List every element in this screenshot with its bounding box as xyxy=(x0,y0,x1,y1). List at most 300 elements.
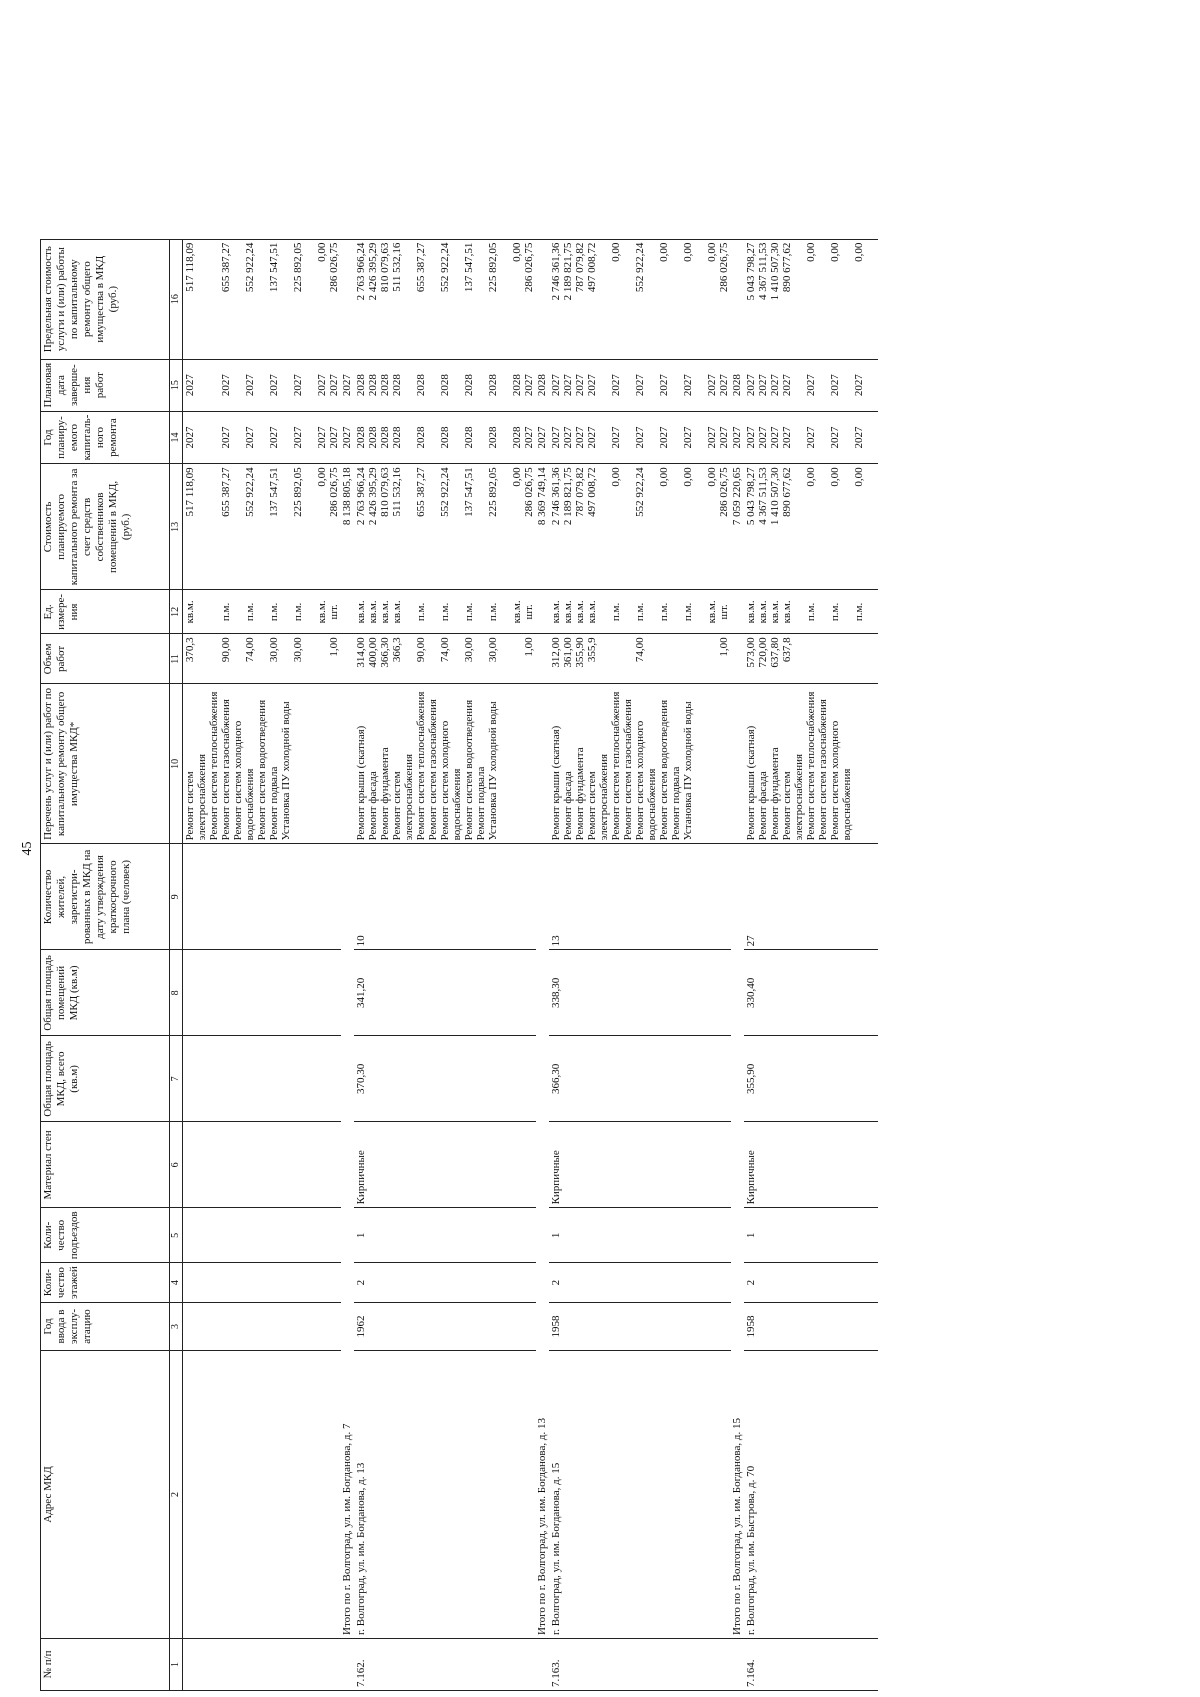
work-repair-year: 2027 xyxy=(718,426,730,449)
col-work-item xyxy=(183,684,342,844)
work-item: Ремонт систем холодного водоснабжения xyxy=(829,720,853,841)
work-repair-year: 2028 xyxy=(379,426,391,449)
house-row xyxy=(549,239,731,1690)
work-item: Ремонт систем электроснабжения xyxy=(184,753,208,841)
empty-cell xyxy=(536,1639,549,1691)
work-completion-date: 2027 xyxy=(805,374,817,397)
col-number: 10 xyxy=(170,684,183,844)
work-cost: 5 043 798,27 xyxy=(745,467,757,526)
house-area-total: 370,30 xyxy=(354,1036,536,1122)
work-unit: кв.м. xyxy=(757,600,769,624)
work-volume xyxy=(682,637,706,680)
empty-cell xyxy=(341,684,354,844)
work-cost: 810 079,63 xyxy=(379,467,391,517)
work-cost: 655 387,27 xyxy=(220,467,232,517)
work-limit-cost: 890 677,62 xyxy=(781,242,793,293)
work-limit-cost: 0,00 xyxy=(829,242,841,262)
work-cost: 0,00 xyxy=(316,467,328,487)
work-limit-cost: 0,00 xyxy=(853,242,865,262)
work-cost: 0,00 xyxy=(805,467,817,487)
work-limit-cost: 655 387,27 xyxy=(415,242,427,293)
house-residents: 10 xyxy=(354,844,536,950)
work-item: Ремонт систем холодного водоснабжения xyxy=(634,720,658,841)
work-unit: п.м. xyxy=(220,602,232,622)
work-item: Ремонт систем газоснабжения xyxy=(817,699,829,841)
work-repair-year: 2027 xyxy=(757,426,769,449)
work-completion-date: 2027 xyxy=(220,374,232,397)
work-volume: 637,8 xyxy=(781,637,793,663)
work-repair-year: 2027 xyxy=(610,426,622,449)
work-completion-date: 2027 xyxy=(829,374,841,397)
work-unit: шт. xyxy=(718,604,730,620)
total-repair-year: 2027 xyxy=(536,411,549,464)
work-volume: 314,00 xyxy=(355,637,367,668)
col-header-address: Адрес МКД xyxy=(41,1351,170,1639)
work-cost: 890 677,62 xyxy=(781,467,793,517)
total-label: Итого по г. Волгоград, ул. им. Богданова, д. 7 xyxy=(341,844,354,1639)
work-repair-year: 2027 xyxy=(634,426,646,449)
work-item: Ремонт систем водоотведения xyxy=(463,699,475,841)
work-repair-year: 2027 xyxy=(184,426,196,449)
work-completion-date: 2027 xyxy=(745,374,757,397)
work-limit-cost: 2 189 821,75 xyxy=(562,242,574,301)
work-limit-cost: 225 892,05 xyxy=(292,242,304,293)
work-unit: п.м. xyxy=(634,602,646,622)
work-repair-year: 2027 xyxy=(523,426,535,449)
work-volume: 30,00 xyxy=(463,637,475,663)
col-work-item xyxy=(549,684,731,844)
total-repair-year: 2027 xyxy=(341,411,354,464)
house-area-premises: 341,20 xyxy=(354,950,536,1036)
col-work-item xyxy=(744,684,878,844)
work-volume: 355,90 xyxy=(574,637,586,668)
work-item: Ремонт систем электроснабжения xyxy=(586,753,610,841)
work-unit: п.м. xyxy=(610,602,622,622)
work-volume: 74,00 xyxy=(439,637,451,663)
total-repair-year: 2027 xyxy=(731,411,744,464)
col-number: 16 xyxy=(170,239,183,359)
work-item: Ремонт крыши (скатная) xyxy=(550,725,562,841)
work-item: Ремонт систем холодного водоснабжения xyxy=(232,720,256,841)
work-volume: 1,00 xyxy=(523,637,535,657)
work-repair-year: 2027 xyxy=(268,426,280,449)
work-item: Ремонт фасада xyxy=(562,771,574,841)
empty-cell xyxy=(183,1208,342,1263)
work-limit-cost: 655 387,27 xyxy=(220,242,232,293)
house-row xyxy=(744,239,878,1690)
empty-cell xyxy=(536,590,549,634)
work-completion-date: 2028 xyxy=(487,374,499,397)
col-work-cost xyxy=(744,464,878,590)
empty-cell xyxy=(341,239,354,359)
col-header-floors: Коли-чество этажей xyxy=(41,1263,170,1303)
empty-cell xyxy=(183,1036,342,1122)
empty-cell xyxy=(731,239,744,359)
work-completion-date: 2027 xyxy=(769,374,781,397)
work-completion-date: 2028 xyxy=(391,374,403,397)
work-item: Ремонт фундамента xyxy=(379,747,391,841)
work-volume xyxy=(610,637,634,680)
work-item: Ремонт фасада xyxy=(757,771,769,841)
work-completion-date: 2027 xyxy=(316,374,328,397)
work-completion-date: 2028 xyxy=(511,374,523,397)
work-item: Ремонт фасада xyxy=(367,771,379,841)
house-number: 7.164. xyxy=(744,1639,878,1691)
work-limit-cost: 0,00 xyxy=(316,242,328,262)
empty-cell xyxy=(341,1639,354,1691)
work-cost xyxy=(196,467,220,586)
work-unit: шт. xyxy=(523,604,535,620)
col-number: 12 xyxy=(170,590,183,634)
empty-cell xyxy=(341,634,354,684)
col-work-limit-cost xyxy=(549,239,731,359)
house-number: 7.163. xyxy=(549,1639,731,1691)
work-repair-year: 2027 xyxy=(316,426,328,449)
work-volume: 366,3 xyxy=(391,637,403,663)
work-item: Ремонт систем теплоснабжения xyxy=(415,691,427,841)
house-walls: Кирпичные xyxy=(549,1122,731,1208)
work-limit-cost: 552 922,24 xyxy=(439,242,451,293)
col-number: 15 xyxy=(170,359,183,411)
work-item: Ремонт подвала xyxy=(475,766,487,841)
work-completion-date xyxy=(196,363,220,408)
work-cost: 517 118,09 xyxy=(184,467,196,517)
col-header-limit-cost: Предельная стоимость услуги и (или) работы по капитальному ремонту общего имущества в МКД (руб.) xyxy=(41,239,170,359)
work-item: Ремонт систем теплоснабжения xyxy=(805,691,817,841)
capital-repair-table xyxy=(40,239,878,1691)
work-repair-year: 2027 xyxy=(550,426,562,449)
work-repair-year: 2027 xyxy=(292,426,304,449)
col-number: 11 xyxy=(170,634,183,684)
work-limit-cost: 0,00 xyxy=(706,242,718,262)
work-limit-cost: 2 426 395,29 xyxy=(367,242,379,301)
work-limit-cost: 2 763 966,24 xyxy=(355,242,367,301)
work-unit: кв.м. xyxy=(184,600,196,624)
work-completion-date: 2027 xyxy=(562,374,574,397)
house-year: 1962 xyxy=(354,1303,536,1351)
work-limit-cost: 0,00 xyxy=(682,242,694,262)
work-repair-year: 2027 xyxy=(853,426,865,449)
work-cost: 137 547,51 xyxy=(463,467,475,517)
empty-cell xyxy=(183,1263,342,1303)
total-completion-date: 2028 xyxy=(536,359,549,411)
work-unit: п.м. xyxy=(463,602,475,622)
work-volume: 400,00 xyxy=(367,637,379,668)
work-cost: 286 026,75 xyxy=(328,467,340,517)
col-number: 13 xyxy=(170,464,183,590)
work-limit-cost: 787 079,82 xyxy=(574,242,586,293)
work-cost: 2 746 361,36 xyxy=(550,467,562,526)
work-limit-cost: 552 922,24 xyxy=(634,242,646,293)
work-repair-year: 2028 xyxy=(391,426,403,449)
work-limit-cost: 517 118,09 xyxy=(184,242,196,292)
work-limit-cost: 552 922,24 xyxy=(244,242,256,293)
col-work-volume xyxy=(183,634,342,684)
work-volume: 573,00 xyxy=(745,637,757,668)
work-limit-cost: 0,00 xyxy=(511,242,523,262)
total-completion-date: 2028 xyxy=(731,359,744,411)
continuation-row xyxy=(183,239,342,1690)
empty-cell xyxy=(731,590,744,634)
work-unit: кв.м. xyxy=(316,600,328,624)
col-number: 14 xyxy=(170,411,183,464)
col-header-num: № п/п xyxy=(41,1639,170,1691)
work-volume: 30,00 xyxy=(268,637,280,663)
work-limit-cost: 5 043 798,27 xyxy=(745,242,757,301)
work-cost: 1 410 507,30 xyxy=(769,467,781,526)
house-year: 1958 xyxy=(744,1303,878,1351)
work-item: Ремонт крыши (скатная) xyxy=(745,725,757,841)
house-floors: 2 xyxy=(354,1263,536,1303)
work-completion-date: 2027 xyxy=(706,374,718,397)
house-residents: 13 xyxy=(549,844,731,950)
col-work-repair-year xyxy=(183,411,342,464)
work-limit-cost: 810 079,63 xyxy=(379,242,391,293)
house-area-total: 355,90 xyxy=(744,1036,878,1122)
col-number: 2 xyxy=(170,1351,183,1639)
work-repair-year: 2027 xyxy=(658,426,670,449)
house-year: 1958 xyxy=(549,1303,731,1351)
col-work-limit-cost xyxy=(183,239,342,359)
work-completion-date: 2027 xyxy=(718,374,730,397)
work-completion-date: 2027 xyxy=(610,374,622,397)
col-work-limit-cost xyxy=(354,239,536,359)
work-unit: п.м. xyxy=(244,602,256,622)
total-completion-date: 2027 xyxy=(341,359,354,411)
work-unit: кв.м. xyxy=(391,600,403,624)
col-header-cost: Стоимость планируемого капитального ремонта за счет средств собственников помещений в МКД, (руб.) xyxy=(41,464,170,590)
work-cost: 0,00 xyxy=(829,467,841,487)
work-limit-cost: 137 547,51 xyxy=(268,242,280,293)
house-floors: 2 xyxy=(744,1263,878,1303)
col-work-cost xyxy=(183,464,342,590)
work-completion-date: 2027 xyxy=(853,374,865,397)
house-walls: Кирпичные xyxy=(744,1122,878,1208)
work-item: Ремонт систем газоснабжения xyxy=(220,699,232,841)
col-header-volume: Объем работ xyxy=(41,634,170,684)
work-cost: 286 026,75 xyxy=(523,467,535,517)
col-header-year: Год ввода в эксплу-атацию xyxy=(41,1303,170,1351)
work-volume xyxy=(706,637,718,680)
empty-cell xyxy=(341,590,354,634)
work-completion-date: 2027 xyxy=(184,374,196,397)
col-header-residents: Количество жителей, зарегистри-рованных в МКД на дату утверждения краткосрочного плана (человек) xyxy=(41,844,170,950)
work-item: Ремонт фундамента xyxy=(769,747,781,841)
work-cost: 511 532,16 xyxy=(391,467,403,517)
work-limit-cost: 137 547,51 xyxy=(463,242,475,293)
work-completion-date: 2027 xyxy=(682,374,694,397)
work-repair-year: 2027 xyxy=(586,426,598,449)
work-unit: п.м. xyxy=(682,602,694,622)
work-item: Ремонт крыши (скатная) xyxy=(355,725,367,841)
work-unit: кв.м. xyxy=(367,600,379,624)
col-work-completion-date xyxy=(183,359,342,411)
work-cost: 286 026,75 xyxy=(718,467,730,517)
work-repair-year: 2028 xyxy=(511,426,523,449)
col-header-entrances: Коли-чество подъездов xyxy=(41,1208,170,1263)
work-unit: кв.м. xyxy=(379,600,391,624)
work-unit: п.м. xyxy=(268,602,280,622)
col-header-repair-year: Год планиру-емого капиталь-ного ремонта xyxy=(41,411,170,464)
work-unit: шт. xyxy=(328,604,340,620)
work-repair-year: 2027 xyxy=(769,426,781,449)
work-volume: 1,00 xyxy=(718,637,730,657)
work-unit: кв.м. xyxy=(574,600,586,624)
work-repair-year: 2027 xyxy=(574,426,586,449)
work-limit-cost: 497 008,72 xyxy=(586,242,598,293)
work-volume: 370,3 xyxy=(184,637,196,663)
work-item: Ремонт систем электроснабжения xyxy=(391,753,415,841)
total-row xyxy=(731,239,744,1690)
col-number: 3 xyxy=(170,1303,183,1351)
total-row xyxy=(536,239,549,1690)
work-volume: 312,00 xyxy=(550,637,562,668)
work-item: Ремонт систем газоснабжения xyxy=(622,699,634,841)
work-completion-date: 2027 xyxy=(523,374,535,397)
empty-cell xyxy=(183,844,342,950)
work-volume: 90,00 xyxy=(415,637,427,663)
work-volume: 30,00 xyxy=(292,637,304,663)
col-header-completion-date: Плановая дата заверше-ния работ xyxy=(41,359,170,411)
work-completion-date: 2028 xyxy=(367,374,379,397)
work-unit: кв.м. xyxy=(706,600,718,624)
work-cost: 137 547,51 xyxy=(268,467,280,517)
work-completion-date: 2027 xyxy=(781,374,793,397)
work-cost: 552 922,24 xyxy=(634,467,646,517)
work-unit: кв.м. xyxy=(745,600,757,624)
empty-cell xyxy=(183,950,342,1036)
col-work-unit xyxy=(744,590,878,634)
work-completion-date: 2027 xyxy=(586,374,598,397)
work-volume: 720,00 xyxy=(757,637,769,668)
work-volume: 74,00 xyxy=(634,637,646,663)
work-limit-cost: 286 026,75 xyxy=(523,242,535,293)
work-repair-year: 2027 xyxy=(220,426,232,449)
work-item: Установка ПУ холодной воды xyxy=(487,701,499,841)
work-completion-date: 2027 xyxy=(244,374,256,397)
col-header-area-premises: Общая площадь помещений МКД (кв.м) xyxy=(41,950,170,1036)
work-repair-year: 2027 xyxy=(829,426,841,449)
empty-cell xyxy=(731,684,744,844)
work-item: Ремонт систем водоотведения xyxy=(256,699,268,841)
col-work-cost xyxy=(549,464,731,590)
work-item: Ремонт систем теплоснабжения xyxy=(208,691,220,841)
work-completion-date: 2028 xyxy=(463,374,475,397)
work-repair-year: 2028 xyxy=(415,426,427,449)
total-row xyxy=(341,239,354,1690)
work-repair-year: 2027 xyxy=(682,426,694,449)
work-cost: 0,00 xyxy=(853,467,865,487)
col-work-unit xyxy=(549,590,731,634)
work-limit-cost: 286 026,75 xyxy=(718,242,730,293)
work-cost: 552 922,24 xyxy=(244,467,256,517)
house-entrances: 1 xyxy=(354,1208,536,1263)
work-unit: кв.м. xyxy=(586,600,598,624)
work-unit xyxy=(196,593,220,630)
page-number: 45 xyxy=(20,841,35,856)
work-volume: 637,80 xyxy=(769,637,781,668)
house-floors: 2 xyxy=(549,1263,731,1303)
total-cost: 7 059 220,65 xyxy=(731,464,744,590)
work-unit: кв.м. xyxy=(769,600,781,624)
total-label: Итого по г. Волгоград, ул. им. Богданова, д. 15 xyxy=(731,844,744,1639)
work-limit-cost xyxy=(196,243,220,356)
work-cost: 2 426 395,29 xyxy=(367,467,379,526)
col-work-volume xyxy=(744,634,878,684)
work-item: Ремонт подвала xyxy=(670,766,682,841)
house-address: г. Волгоград, ул. им. Богданова, д. 13 xyxy=(354,1351,536,1639)
house-entrances: 1 xyxy=(744,1208,878,1263)
empty-cell xyxy=(183,1303,342,1351)
work-volume: 355,9 xyxy=(586,637,598,663)
empty-cell xyxy=(536,239,549,359)
work-limit-cost: 0,00 xyxy=(658,242,670,262)
work-item: Ремонт систем газоснабжения xyxy=(427,699,439,841)
work-completion-date: 2027 xyxy=(292,374,304,397)
work-unit: кв.м. xyxy=(562,600,574,624)
col-work-repair-year xyxy=(549,411,731,464)
work-volume xyxy=(853,637,877,680)
work-cost: 225 892,05 xyxy=(487,467,499,517)
work-volume xyxy=(316,637,328,680)
house-row xyxy=(354,239,536,1690)
work-volume: 30,00 xyxy=(487,637,499,663)
work-unit: п.м. xyxy=(292,602,304,622)
work-item: Установка ПУ холодной воды xyxy=(682,701,694,841)
work-unit: п.м. xyxy=(829,602,841,622)
work-volume: 90,00 xyxy=(220,637,232,663)
work-cost: 0,00 xyxy=(706,467,718,487)
work-repair-year: 2027 xyxy=(805,426,817,449)
empty-cell xyxy=(536,634,549,684)
work-unit: п.м. xyxy=(415,602,427,622)
work-repair-year: 2027 xyxy=(562,426,574,449)
col-work-volume xyxy=(354,634,536,684)
work-volume: 74,00 xyxy=(244,637,256,663)
house-address: г. Волгоград, ул. им. Богданова, д. 15 xyxy=(549,1351,731,1639)
empty-cell xyxy=(536,684,549,844)
work-cost: 0,00 xyxy=(682,467,694,487)
work-unit: кв.м. xyxy=(355,600,367,624)
work-item: Ремонт систем теплоснабжения xyxy=(610,691,622,841)
empty-cell xyxy=(183,1122,342,1208)
work-limit-cost: 0,00 xyxy=(805,242,817,262)
work-unit: п.м. xyxy=(487,602,499,622)
total-label: Итого по г. Волгоград, ул. им. Богданова, д. 13 xyxy=(536,844,549,1639)
work-limit-cost: 1 410 507,30 xyxy=(769,242,781,301)
work-item: Установка ПУ холодной воды xyxy=(280,701,292,841)
col-number: 4 xyxy=(170,1263,183,1303)
work-completion-date: 2028 xyxy=(439,374,451,397)
work-repair-year: 2028 xyxy=(487,426,499,449)
work-limit-cost: 511 532,16 xyxy=(391,242,403,292)
work-cost: 655 387,27 xyxy=(415,467,427,517)
work-limit-cost: 0,00 xyxy=(610,242,622,262)
work-repair-year: 2028 xyxy=(355,426,367,449)
work-completion-date: 2027 xyxy=(550,374,562,397)
work-volume xyxy=(196,637,220,680)
house-area-premises: 338,30 xyxy=(549,950,731,1036)
work-cost: 787 079,82 xyxy=(574,467,586,517)
work-completion-date: 2028 xyxy=(355,374,367,397)
house-area-premises: 330,40 xyxy=(744,950,878,1036)
work-unit: кв.м. xyxy=(550,600,562,624)
work-unit: п.м. xyxy=(439,602,451,622)
col-work-completion-date xyxy=(354,359,536,411)
work-repair-year: 2027 xyxy=(781,426,793,449)
work-repair-year: 2027 xyxy=(328,426,340,449)
work-repair-year: 2027 xyxy=(706,426,718,449)
